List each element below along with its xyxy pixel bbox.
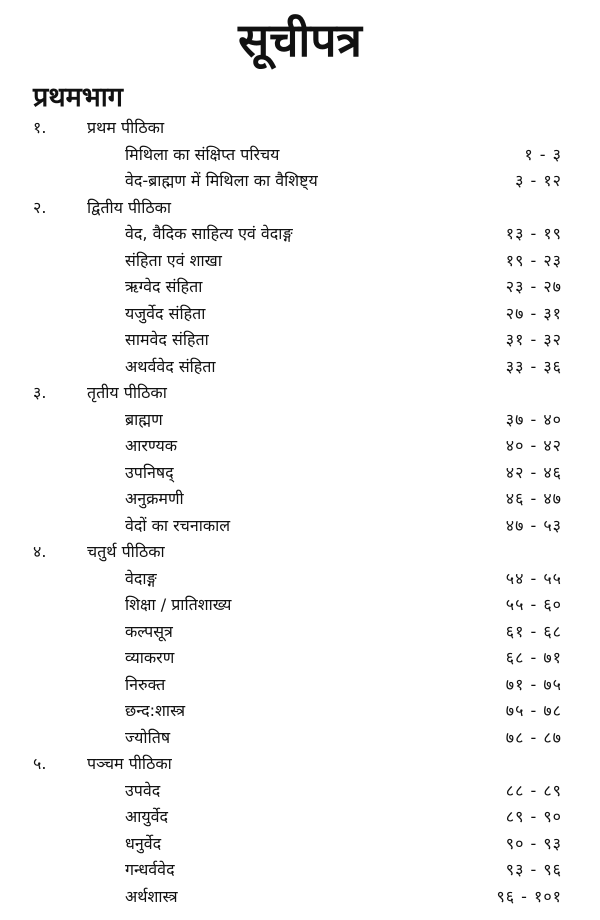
entry-pages: १३ - १९ [505, 224, 562, 243]
entry-label: सामवेद संहिता [125, 330, 209, 349]
entry-pages: २७ - ३१ [505, 303, 562, 323]
toc-entry [0, 645, 600, 672]
toc-entry [0, 778, 600, 805]
section-title: पञ्चम पीठिका [87, 754, 172, 773]
toc-entry [0, 407, 600, 434]
toc-entry [0, 857, 600, 884]
section-title: प्रथम पीठिका [87, 118, 165, 137]
entry-pages: ५४ - ५५ [505, 568, 562, 588]
toc-entry [0, 460, 600, 487]
entry-label: धनुर्वेद [125, 833, 162, 853]
page-title: सूचीपत्र [238, 13, 362, 67]
entry-label: अर्थशास्त्र [125, 886, 178, 906]
section-row [0, 195, 600, 222]
entry-pages: ८९ - ९० [505, 807, 562, 826]
entry-label: वेदों का रचनाकाल [125, 515, 231, 535]
entry-pages: ६१ - ६८ [505, 621, 562, 641]
entry-pages: १९ - २३ [505, 250, 562, 270]
entry-label: छन्द:शास्त्र [125, 701, 186, 720]
table-of-contents [0, 115, 600, 910]
entry-pages: ७५ - ७८ [505, 701, 562, 720]
entry-pages: २३ - २७ [505, 277, 562, 296]
entry-label: आयुर्वेद [125, 807, 169, 826]
toc-entry [0, 301, 600, 328]
toc-entry [0, 221, 600, 248]
section-number: ५. [33, 754, 47, 773]
toc-entry [0, 274, 600, 301]
toc-entry [0, 142, 600, 169]
entry-pages: ४० - ४२ [505, 436, 562, 455]
entry-label: ब्राह्मण [125, 409, 163, 429]
entry-label: उपवेद [125, 780, 161, 800]
toc-entry [0, 248, 600, 275]
section-row [0, 380, 600, 407]
entry-pages: ७८ - ८७ [505, 727, 562, 747]
toc-entry [0, 327, 600, 354]
entry-pages: ९३ - ९६ [505, 860, 562, 879]
section-title: तृतीय पीठिका [87, 383, 167, 402]
part-heading: प्रथमभाग [33, 82, 123, 113]
entry-pages: ७१ - ७५ [505, 674, 562, 694]
section-row [0, 751, 600, 778]
toc-entry [0, 831, 600, 858]
entry-label: वेद, वैदिक साहित्य एवं वेदाङ्ग [125, 224, 293, 243]
entry-label: शिक्षा / प्रातिशाख्य [125, 595, 232, 614]
toc-entry [0, 804, 600, 831]
entry-label: आरण्यक [125, 436, 178, 455]
entry-label: व्याकरण [125, 648, 175, 667]
entry-pages: ९० - ९३ [505, 833, 562, 853]
entry-pages: ६८ - ७१ [505, 648, 562, 667]
entry-pages: ५५ - ६० [505, 595, 562, 614]
entry-label: अथर्ववेद संहिता [125, 356, 216, 376]
toc-entry [0, 513, 600, 540]
entry-pages: ३१ - ३२ [505, 330, 562, 349]
entry-label: निरुक्त [125, 674, 166, 694]
section-number: ३. [33, 383, 47, 402]
entry-label: यजुर्वेद संहिता [125, 303, 206, 323]
entry-pages: ८८ - ८९ [505, 780, 562, 800]
entry-label: संहिता एवं शाखा [125, 250, 222, 270]
section-row [0, 539, 600, 566]
toc-entry [0, 168, 600, 195]
toc-entry [0, 672, 600, 699]
toc-entry [0, 725, 600, 752]
entry-pages: ३७ - ४० [505, 409, 562, 429]
entry-label: मिथिला का संक्षिप्त परिचय [125, 144, 280, 164]
entry-pages: ४६ - ४७ [505, 489, 562, 508]
entry-label: ऋग्वेद संहिता [125, 277, 203, 296]
toc-entry [0, 566, 600, 593]
section-row [0, 115, 600, 142]
toc-entry [0, 698, 600, 725]
entry-pages: ४७ - ५३ [505, 515, 562, 535]
entry-label: वेदाङ्ग [125, 568, 157, 588]
section-number: १. [33, 118, 47, 137]
entry-label: कल्पसूत्र [125, 621, 173, 641]
toc-entry [0, 433, 600, 460]
toc-entry [0, 592, 600, 619]
section-title: चतुर्थ पीठिका [87, 542, 165, 561]
entry-pages: ४२ - ४६ [505, 462, 562, 482]
section-title: द्वितीय पीठिका [87, 197, 172, 217]
entry-label: वेद-ब्राह्मण में मिथिला का वैशिष्ट्य [125, 171, 318, 190]
entry-label: गन्धर्ववेद [125, 860, 175, 879]
toc-entry [0, 884, 600, 911]
toc-entry [0, 619, 600, 646]
section-number: २. [33, 197, 47, 217]
entry-pages: १ - ३ [524, 144, 562, 164]
entry-label: ज्योतिष [125, 727, 171, 747]
entry-pages: ९६ - १०१ [496, 886, 562, 906]
entry-pages: ३ - १२ [515, 171, 562, 190]
entry-pages: ३३ - ३६ [505, 356, 562, 376]
entry-label: उपनिषद् [125, 462, 174, 482]
section-number: ४. [33, 542, 47, 561]
toc-entry [0, 486, 600, 513]
entry-label: अनुक्रमणी [125, 489, 184, 508]
toc-entry [0, 354, 600, 381]
